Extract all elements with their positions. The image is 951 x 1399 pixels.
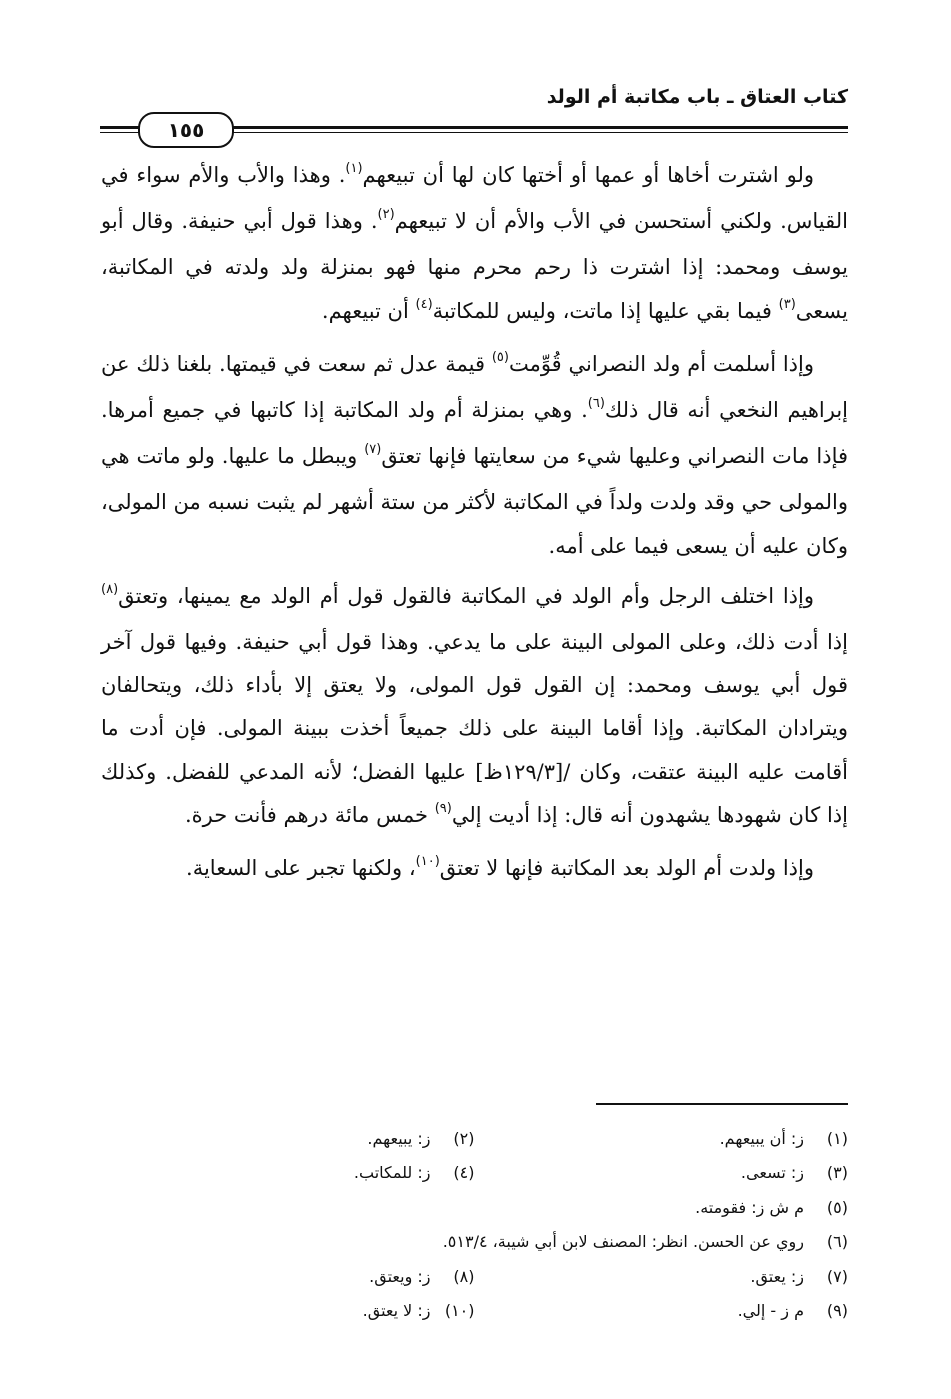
text-run: وإذا ولدت أم الولد بعد المكاتبة فإنها لا تعتق: [439, 856, 814, 881]
footnote-ref: (٩): [434, 800, 452, 816]
footnote-number: (١): [826, 1128, 848, 1148]
footnote: [101, 1232, 848, 1251]
footnote-row: [101, 1225, 848, 1260]
footnote-number: (٧): [826, 1266, 848, 1286]
text-run: فيما بقي عليها إذا ماتت، وليس للمكاتبة: [432, 298, 779, 323]
text-run: وإذا اختلف الرجل وأم الولد في المكاتبة فالقول قول أم الولد مع يمينها، وتعتق: [118, 583, 814, 608]
footnote-ref: (١): [345, 161, 363, 176]
running-title: كتاب العتاق ـ باب مكاتبة أم الولد: [546, 86, 848, 108]
footnote-ref: (٣): [778, 296, 796, 312]
text-run: خمس مائة درهم فأنت حرة.: [184, 802, 435, 827]
footnote: [475, 1267, 849, 1286]
footnote-row: [101, 1121, 848, 1156]
footnote-number: (٣): [826, 1163, 848, 1183]
footnote-ref: (٢): [377, 207, 395, 223]
footnote-number: (٢): [453, 1128, 475, 1148]
footnote-text: م ز - إلي.: [737, 1301, 804, 1321]
footnote-number: (٩): [826, 1301, 848, 1321]
footnote-text: روي عن الحسن. انظر: المصنف لابن أبي شيبة، ٥١٣/٤.: [442, 1232, 804, 1252]
footnote-ref: (١٠): [415, 854, 440, 870]
text-run: . وهي بمنزلة أم ولد المكاتبة إذا كاتبها في جميع أمرها. فإذا مات النصراني وعليها شيء من سعايتها فإنها تعتق: [101, 398, 849, 469]
footnote-ref: (٤): [415, 296, 433, 312]
footnote: [101, 1163, 475, 1182]
text-run: ويبطل ما عليها. ولو ماتت هي والمولى حي وقد ولدت ولداً في المكاتبة لأكثر من ستة أشهر لم يثبت نسبه من المولى، وكان عليه أن يسعى فيما على أمه.: [100, 444, 848, 558]
text-run: وإذا أسلمت أم ولد النصراني قُوِّمت: [508, 351, 815, 376]
footnote-text: ز: لا يعتق.: [362, 1301, 431, 1321]
footnote-number: (١٠): [444, 1301, 475, 1321]
footnote: [475, 1163, 849, 1182]
text-run: ، ولكنها تجبر على السعاية.: [186, 856, 416, 881]
footnote-row: [101, 1190, 848, 1225]
footnote: [101, 1301, 475, 1320]
paragraph-1: [101, 154, 848, 336]
footnote-row: [101, 1294, 848, 1329]
paragraph-2: [101, 343, 848, 568]
footnote-row: [101, 1259, 848, 1294]
footnote-text: ز: يعتق.: [750, 1266, 804, 1286]
footnote-text: ز: ويعتق.: [369, 1266, 431, 1286]
footnote-number: (٨): [453, 1266, 475, 1286]
footnote-number: (٤): [453, 1163, 475, 1183]
footnote-ref: (٨): [101, 581, 119, 597]
footnote-text: ز: أن يبيعهم.: [719, 1128, 804, 1148]
footnote-number: (٥): [826, 1197, 848, 1217]
text-run: قيمة عدل ثم سعت في قيمتها. بلغنا ذلك عن إبراهيم النخعي أنه قال ذلك: [101, 351, 849, 423]
footnote-ref: (٥): [491, 349, 509, 365]
paragraph-3: [101, 575, 848, 840]
footnote-ref: (٧): [364, 442, 382, 458]
text-run: إذا أدت ذلك، وعلى المولى البينة على ما يدعي. وهذا قول أبي حنيفة. وفيها قول آخر قول أبي يوسف ومحمد: إن القول قول المولى، ولا يعتق إلا بأداء ذلك، ويتحالفان ويترادان المكاتبة. وإذا أقاما البينة على ذلك جميعاً أخذت ببينة المولى. فإن أدت ما أقامت عليه البينة عتقت، وكان /[١٢٩/٣ظ] عليها الفضل؛ لأنه المدعي للفضل. وكذلك إذا كان شهودها يشهدون أنه قال: إذا أديت إلي: [101, 630, 849, 827]
page-number: [138, 112, 234, 148]
footnote-ref: (٦): [587, 396, 605, 412]
paragraph-4: [101, 847, 848, 893]
footnote-text: م ش ز: فقومته.: [695, 1197, 804, 1217]
text-run: ولو اشترت أخاها أو عمها أو أختها كان لها أن تبيعهم: [362, 163, 814, 187]
footnote: [101, 1267, 475, 1286]
text-run: . وهذا قول أبي حنيفة. وقال أبو يوسف ومحمد: إذا اشترت ذا رحم محرم منها فهو بمنزلة ولد ولدته في المكاتبة، يسعى: [101, 209, 848, 323]
footnote-number: (٦): [826, 1232, 848, 1252]
page-number-text: ١٥٥: [167, 118, 205, 142]
body-text: [101, 154, 848, 893]
text-run: أن تبيعهم.: [321, 298, 416, 323]
footnote: [475, 1301, 849, 1320]
footnote: [101, 1129, 475, 1148]
footnote-text: ز: للمكاتب.: [353, 1163, 431, 1183]
footnotes: [101, 1121, 848, 1328]
text-run: . وهذا والأب والأم سواء في القياس. ولكني أستحسن في الأب والأم أن لا تبيعهم: [101, 163, 848, 234]
footnote: [475, 1129, 849, 1148]
footnote: [101, 1198, 848, 1217]
footnote-text: ز: يبيعهم.: [367, 1128, 431, 1148]
footnote-text: ز: تسعى.: [740, 1163, 804, 1183]
footnote-row: [101, 1156, 848, 1191]
footnote-separator: [596, 1103, 848, 1105]
